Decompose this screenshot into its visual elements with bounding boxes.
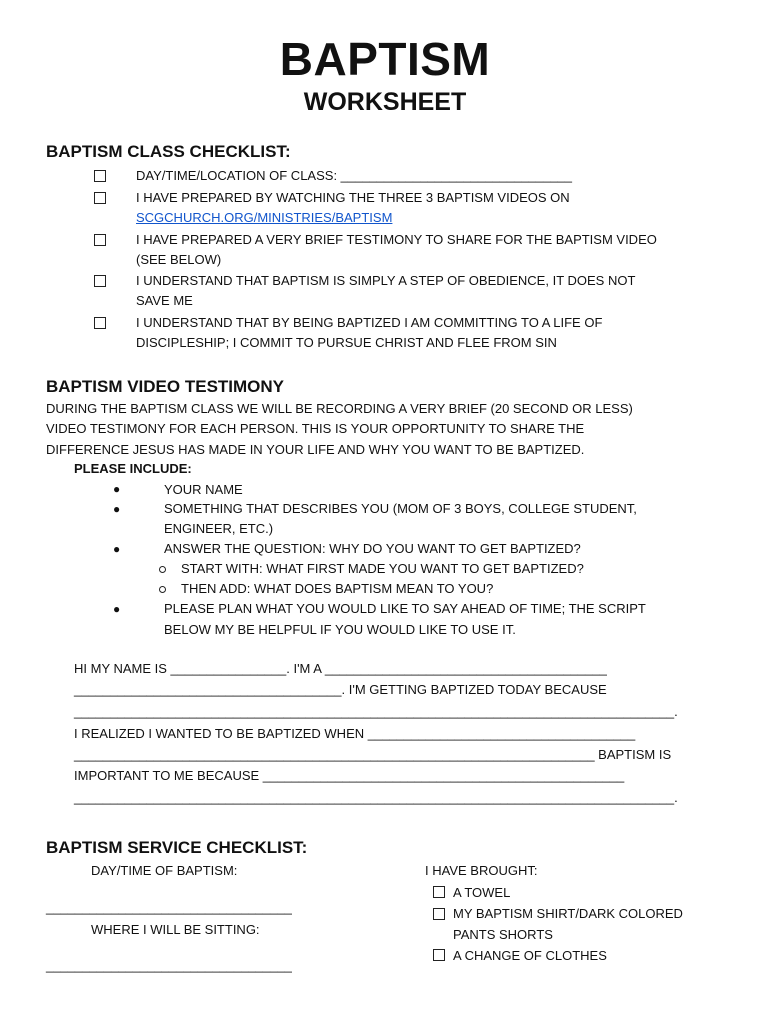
baptism-videos-link[interactable]: SCGCHURCH.ORG/MINISTRIES/BAPTISM — [136, 210, 393, 225]
day-time-label: DAY/TIME OF BAPTISM: — [91, 863, 238, 878]
checkbox-towel[interactable] — [433, 886, 445, 898]
video-testimony-heading: BAPTISM VIDEO TESTIMONY — [46, 377, 285, 396]
checkbox-prepared-testimony[interactable] — [94, 234, 106, 246]
bullet-text: PLEASE PLAN WHAT YOU WOULD LIKE TO SAY AHEAD OF TIME; THE SCRIPT — [164, 601, 646, 616]
checklist-item-text: I UNDERSTAND THAT BAPTISM IS SIMPLY A STEP OF OBEDIENCE, IT DOES NOT — [136, 273, 636, 288]
checkbox-discipleship[interactable] — [94, 317, 106, 329]
brought-item-text: A TOWEL — [453, 885, 511, 900]
script-line[interactable]: ___________________________________________________________________________________. — [74, 790, 678, 805]
bullet-text: ANSWER THE QUESTION: WHY DO YOU WANT TO GET BAPTIZED? — [164, 541, 581, 556]
checklist-item-text: DISCIPLESHIP; I COMMIT TO PURSUE CHRIST AND FLEE FROM SIN — [136, 335, 557, 350]
checkbox-change-of-clothes[interactable] — [433, 949, 445, 961]
bullet-icon: ● — [113, 542, 121, 556]
bullet-text: BELOW MY BE HELPFUL IF YOU WOULD LIKE TO USE IT. — [164, 622, 516, 637]
service-checklist-heading: BAPTISM SERVICE CHECKLIST: — [46, 838, 308, 857]
brought-item-text: PANTS SHORTS — [453, 927, 553, 942]
class-checklist-heading: BAPTISM CLASS CHECKLIST: — [46, 142, 291, 161]
script-line[interactable]: _____________________________________. I'M GETTING BAPTIZED TODAY BECAUSE — [74, 682, 607, 697]
bullet-icon: ● — [113, 482, 121, 496]
sub-bullet-text: THEN ADD: WHAT DOES BAPTISM MEAN TO YOU? — [181, 581, 494, 596]
brought-item-text: A CHANGE OF CLOTHES — [453, 948, 607, 963]
brought-item-text: MY BAPTISM SHIRT/DARK COLORED — [453, 906, 683, 921]
checklist-item-text: DAY/TIME/LOCATION OF CLASS: ________________________________ — [136, 168, 573, 183]
checklist-item-text: SAVE ME — [136, 293, 193, 308]
day-time-blank[interactable]: __________________________________ — [46, 900, 292, 915]
checklist-item-text: I UNDERSTAND THAT BY BEING BAPTIZED I AM COMMITTING TO A LIFE OF — [136, 315, 603, 330]
script-line[interactable]: ________________________________________________________________________ BAPTISM IS — [74, 747, 672, 762]
checklist-item-text: I HAVE PREPARED BY WATCHING THE THREE 3 BAPTISM VIDEOS ON — [136, 190, 570, 205]
intro-text: DIFFERENCE JESUS HAS MADE IN YOUR LIFE AND WHY YOU WANT TO BE BAPTIZED. — [46, 442, 585, 457]
checkbox-obedience[interactable] — [94, 275, 106, 287]
bullet-text: SOMETHING THAT DESCRIBES YOU (MOM OF 3 BOYS, COLLEGE STUDENT, — [164, 501, 637, 516]
bullet-icon: ● — [113, 502, 121, 516]
page-title: BAPTISM — [279, 33, 491, 85]
script-line[interactable]: IMPORTANT TO ME BECAUSE __________________________________________________ — [74, 768, 625, 783]
sitting-blank[interactable]: __________________________________ — [46, 958, 292, 973]
brought-label: I HAVE BROUGHT: — [425, 863, 538, 878]
page-subtitle: WORKSHEET — [303, 88, 467, 116]
sub-bullet-icon — [159, 586, 166, 593]
script-line[interactable]: I REALIZED I WANTED TO BE BAPTIZED WHEN _____________________________________ — [74, 726, 636, 741]
bullet-text: YOUR NAME — [164, 482, 243, 497]
checkbox-baptism-shirt[interactable] — [433, 908, 445, 920]
sitting-label: WHERE I WILL BE SITTING: — [91, 922, 260, 937]
intro-text: VIDEO TESTIMONY FOR EACH PERSON. THIS IS YOUR OPPORTUNITY TO SHARE THE — [46, 421, 585, 436]
script-line[interactable]: HI MY NAME IS ________________. I'M A _______________________________________ — [74, 661, 607, 676]
checklist-item-text: (SEE BELOW) — [136, 252, 222, 267]
sub-bullet-text: START WITH: WHAT FIRST MADE YOU WANT TO GET BAPTIZED? — [181, 561, 584, 576]
bullet-icon: ● — [113, 602, 121, 616]
checkbox-class-day-time[interactable] — [94, 170, 106, 182]
checkbox-watched-videos[interactable] — [94, 192, 106, 204]
sub-bullet-icon — [159, 566, 166, 573]
script-line[interactable]: ___________________________________________________________________________________. — [74, 704, 678, 719]
checklist-item-text: I HAVE PREPARED A VERY BRIEF TESTIMONY TO SHARE FOR THE BAPTISM VIDEO — [136, 232, 657, 247]
please-include-label: PLEASE INCLUDE: — [74, 461, 192, 476]
bullet-text: ENGINEER, ETC.) — [164, 521, 274, 536]
intro-text: DURING THE BAPTISM CLASS WE WILL BE RECORDING A VERY BRIEF (20 SECOND OR LESS) — [46, 401, 633, 416]
